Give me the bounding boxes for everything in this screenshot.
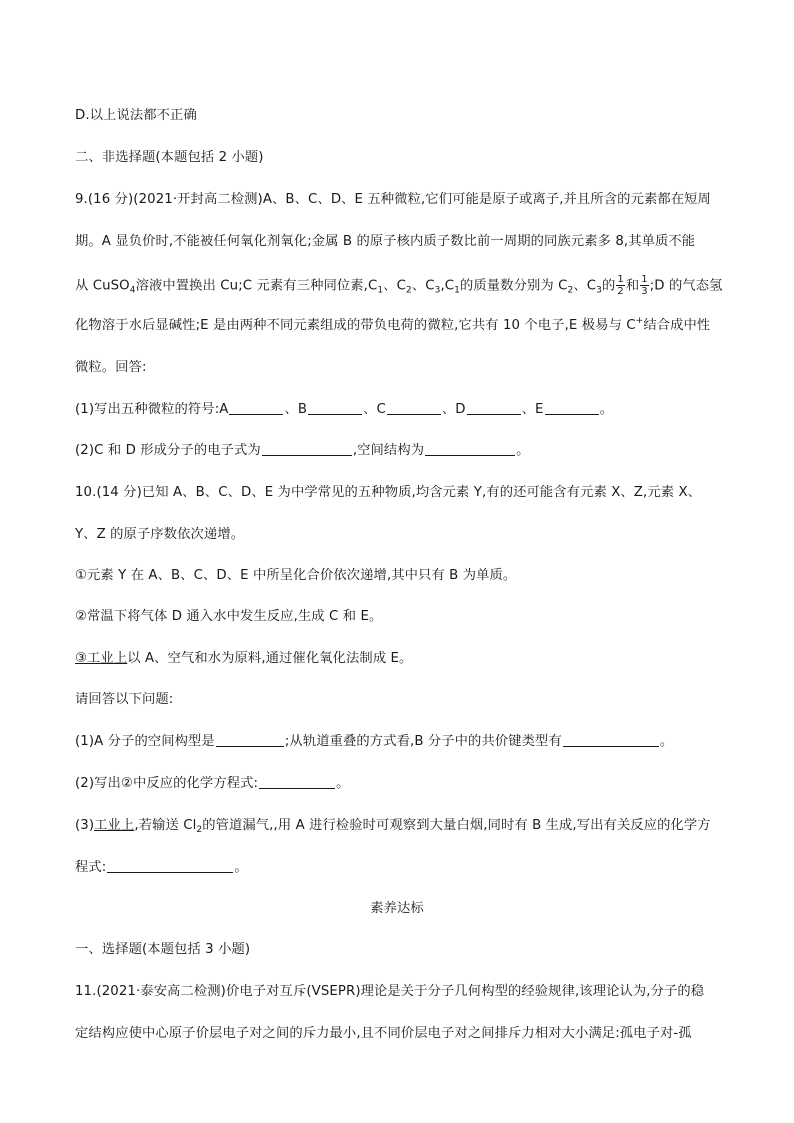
answer-blank[interactable] xyxy=(308,400,362,415)
answer-blank[interactable] xyxy=(425,441,515,456)
answer-blank[interactable] xyxy=(107,858,233,873)
answer-blank[interactable] xyxy=(229,400,283,415)
answer-blank[interactable] xyxy=(216,732,284,747)
q10-part-1: (1)A 分子的空间构型是 ;从轨道重叠的方式看,B 分子中的共价键类型有 。 xyxy=(75,734,674,749)
q10-line-2: Y、Z 的原子序数依次递增。 xyxy=(75,527,245,542)
q10-clue-2: ②常温下将气体 D 通入水中发生反应,生成 C 和 E。 xyxy=(75,609,383,624)
q9-line-5: 微粒。回答: xyxy=(75,360,147,375)
q10-clue-3: ③工业上以 A、空气和水为原料,通过催化氧化法制成 E。 xyxy=(75,651,413,666)
fraction-one-third: $\frac{1}{3}$ xyxy=(641,274,648,297)
q9-line-4: 化物溶于水后显碱性;E 是由两种不同元素组成的带负电荷的微粒,它共有 10 个电子,E 极易与 C+结合成中性 xyxy=(75,316,711,333)
answer-blank[interactable] xyxy=(259,774,335,789)
q9-line-2: 期。A 显负价时,不能被任何氧化剂氧化;金属 B 的原子核内质子数比前一周期的同族元素多 8,其单质不能 xyxy=(75,234,696,249)
section-heading-choice: 一、选择题(本题包括 3 小题) xyxy=(75,942,251,957)
q9-part-2: (2)C 和 D 形成分子的电子式为 ,空间结构为 。 xyxy=(75,443,530,458)
fraction-one-half: $\frac{1}{2}$ xyxy=(617,274,624,297)
q10-part-3: (3)工业上,若输送 $Cl_2$的管道漏气,,用 A 进行检验时可观察到大量白烟,同时有 B 生成,写出有关反应的化学方 xyxy=(75,818,711,835)
q10-part-3-cont: 程式: 。 xyxy=(75,860,248,875)
answer-blank[interactable] xyxy=(467,400,521,415)
answer-blank[interactable] xyxy=(387,400,441,415)
q10-clue-1: ①元素 Y 在 A、B、C、D、E 中所呈化合价依次递增,其中只有 B 为单质。 xyxy=(75,568,517,583)
q10-line-1: 10.(14 分)已知 A、B、C、D、E 为中学常见的五种物质,均含元素 Y,有的还可能含有元素 X、Z,元素 X、 xyxy=(75,485,702,500)
section-title: 素养达标 xyxy=(370,901,424,916)
q10-part-2: (2)写出②中反应的化学方程式: 。 xyxy=(75,776,350,791)
q11-line-1: 11.(2021·泰安高二检测)价电子对互斥(VSEPR)理论是关于分子几何构型的经验规律,该理论认为,分子的稳 xyxy=(75,984,705,999)
q11-line-2: 定结构应使中心原子价层电子对之间的斥力最小,且不同价层电子对之间排斥力相对大小满足:孤电子对-孤 xyxy=(75,1026,692,1041)
q10-prompt: 请回答以下问题: xyxy=(75,692,174,707)
q9-line-3: 从 CuSO$_4$溶液中置换出 Cu;C 元素有三种同位素$,C_1$、$C_2$、$C_3,C_1$的质量数分别为 $C_2$、$C_3$的 $\frac{1}{2}$ 和 $\frac{1}{3}$ ;D 的气态氢 xyxy=(75,274,723,297)
section-heading-nonchoice: 二、非选择题(本题包括 2 小题) xyxy=(75,150,264,165)
answer-blank[interactable] xyxy=(262,441,352,456)
q9-line-1: 9.(16 分)(2021·开封高二检测)A、B、C、D、E 五种微粒,它们可能是原子或离子,并且所含的元素都在短周 xyxy=(75,192,711,207)
answer-blank[interactable] xyxy=(545,400,599,415)
q9-part-1: (1)写出五种微粒的符号:A 、B 、C 、D 、E 。 xyxy=(75,402,613,417)
answer-blank[interactable] xyxy=(563,732,659,747)
option-d: D.以上说法都不正确 xyxy=(75,108,197,123)
